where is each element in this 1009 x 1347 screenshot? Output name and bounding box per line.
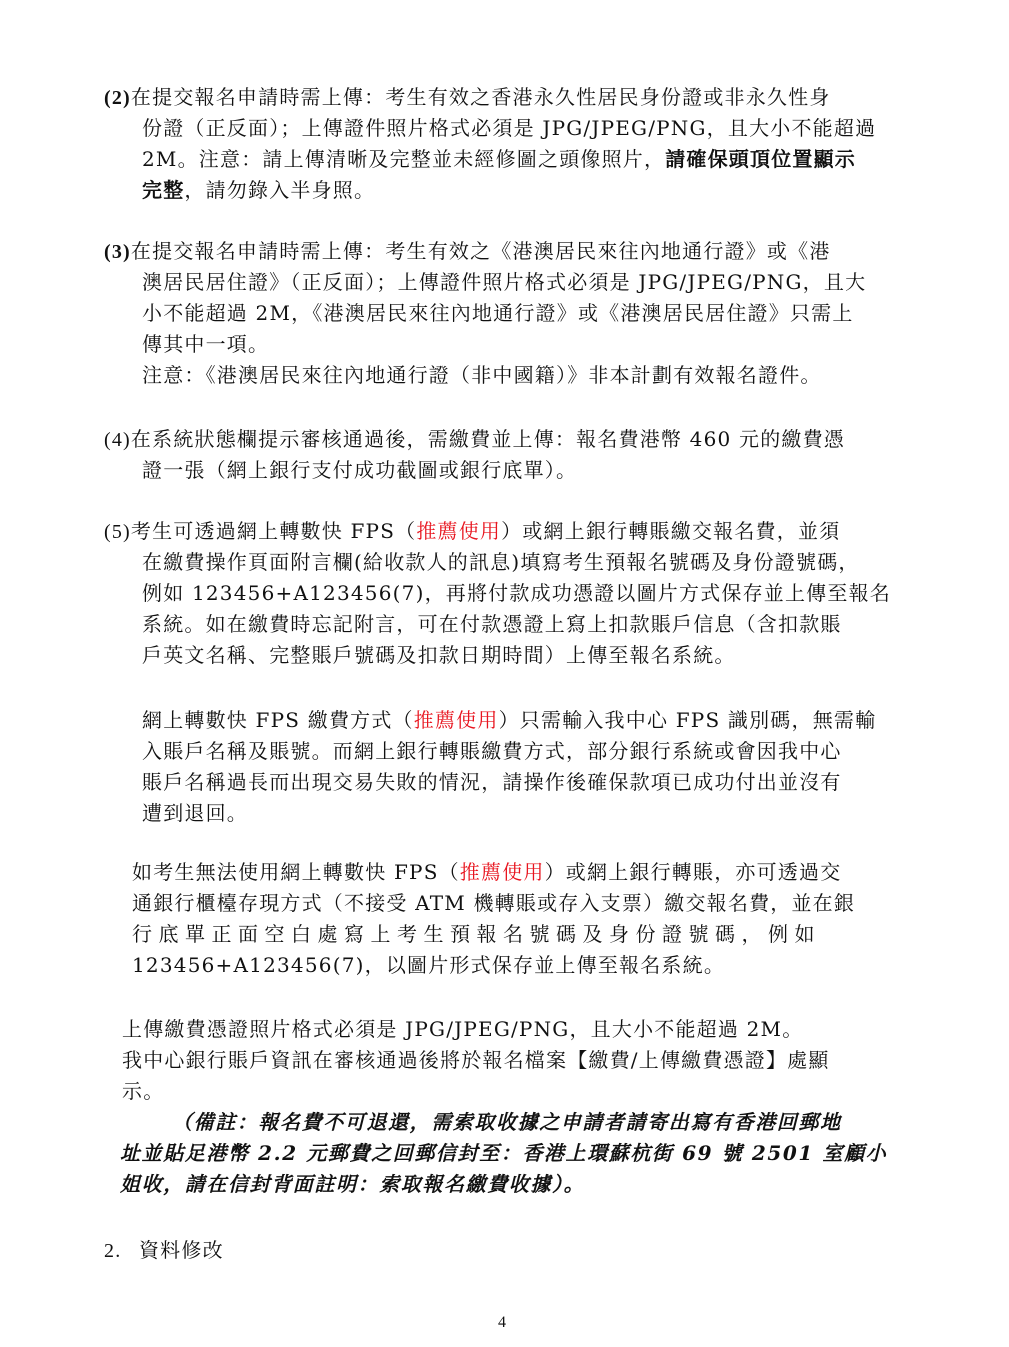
page-number: 4: [498, 1314, 506, 1331]
recommended-label: 推薦使用: [416, 519, 502, 543]
item-3-note: 注意：《港澳居民來往內地通行證（非中國籍）》非本計劃有效報名證件。: [142, 363, 822, 387]
item-2-marker: (2): [104, 87, 131, 109]
item-5-marker: (5): [104, 521, 131, 543]
emphasis-text: 完整: [142, 178, 185, 202]
remark-paragraph: （備註：報名費不可退還，需索取收據之申請者請寄出寫有香港回郵地 址並貼足港幣 2.2 元郵費之回郵信封至：香港上環蘇杭街 69 號 2501 室顧小 姐收，請在信封背面註明：索取報名繳費收據）。: [120, 1110, 888, 1196]
item-3-marker: (3): [104, 241, 131, 263]
section-number: 2.: [104, 1240, 122, 1262]
item-4-marker: (4): [104, 429, 131, 451]
item-4: (4)在系統狀態欄提示審核通過後，需繳費並上傳：報名費港幣 460 元的繳費憑 證一張（網上銀行支付成功截圖或銀行底單）。: [104, 427, 846, 482]
emphasis-text: 請確保頭頂位置顯示: [665, 147, 857, 171]
fps-payment-paragraph: 網上轉數快 FPS 繳費方式（推薦使用）只需輸入我中心 FPS 識別碼，無需輸 入賬戶名稱及賬號。而網上銀行轉賬繳費方式，部分銀行系統或會因我中心 賬戶名稱過長而出現交易失敗的情況，請操作後確保款項已成功付出並沒有 遭到退回。: [142, 708, 877, 825]
section-2-heading: [104, 1235, 224, 1266]
counter-payment-paragraph: 如考生無法使用網上轉數快 FPS（推薦使用）或網上銀行轉賬，亦可透過交 通銀行櫃檯存現方式（不接受 ATM 機轉賬或存入支票）繳交報名費，並在銀 行底單正面空白處寫上考生預報名號碼及身份證號碼，例如 123456+A123456(7)，以圖片形式保存並上傳至報名系統。: [132, 860, 856, 977]
item-2: (2)在提交報名申請時需上傳：考生有效之香港永久性居民身份證或非永久性身 份證（正反面）；上傳證件照片格式必須是 JPG/JPEG/PNG，且大小不能超過 2M。注意：請上傳清晰及完整並未經修圖之頭像照片，請確保頭頂位置顯示 完整，請勿錄入半身照。: [104, 85, 877, 202]
recommended-label: 推薦使用: [459, 860, 545, 884]
recommended-label: 推薦使用: [413, 708, 499, 732]
upload-requirements-paragraph: 上傳繳費憑證照片格式必須是 JPG/JPEG/PNG，且大小不能超過 2M。 我中心銀行賬戶資訊在審核通過後將於報名檔案【繳費/上傳繳費憑證】處顯 示。: [122, 1017, 830, 1103]
item-3: (3)在提交報名申請時需上傳：考生有效之《港澳居民來往內地通行證》或《港 澳居民居住證》（正反面）；上傳證件照片格式必須是 JPG/JPEG/PNG，且大 小不能超過 2M，《港澳居民來往內地通行證》或《港澳居民居住證》只需上 傳其中一項。 注意：《港澳居民來往內地通行證（非中國籍）》非本計劃有效報名證件。: [104, 236, 866, 391]
section-title: 資料修改: [138, 1238, 224, 1262]
item-5: (5)考生可透過網上轉數快 FPS（推薦使用）或網上銀行轉賬繳交報名費，並須 在繳費操作頁面附言欄(給收款人的訊息)填寫考生預報名號碼及身份證號碼， 例如 123456+A123456(7)，再將付款成功憑證以圖片方式保存並上傳至報名 系統。如在繳費時忘記附言，可在付款憑證上寫上扣款賬戶信息（含扣款賬 戶英文名稱、完整賬戶號碼及扣款日期時間）上傳至報名系統。: [104, 519, 891, 667]
